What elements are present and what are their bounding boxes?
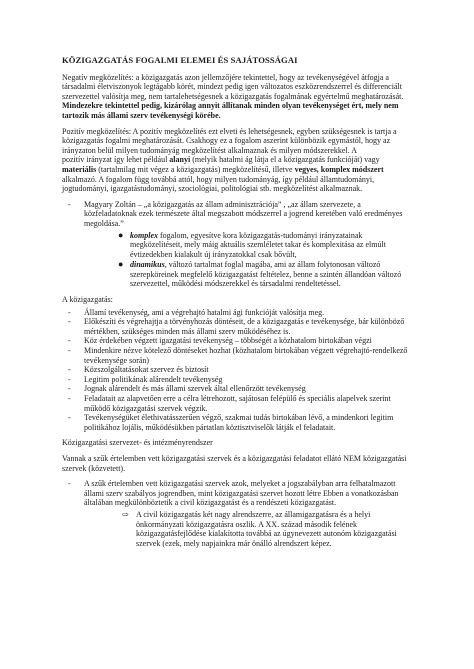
positive-approach-continued bbox=[62, 155, 412, 193]
szuk-item bbox=[62, 479, 412, 548]
positive-approach-paragraph bbox=[62, 127, 412, 156]
arrow-right-icon: ⇨ bbox=[122, 509, 129, 519]
list-item: - Mindenkire nézve kötelező döntéseket hozhat (közhatalom birtokában végzett végrehajtó-rendelkező tevékenysége során) bbox=[62, 346, 412, 365]
term-vegyes: vegyes, komplex módszert bbox=[294, 164, 384, 174]
negative-approach-bold: Mindezekre tekintettel pedig, kizárólag annyit állítanak minden olyan tevékenységet ért, mely nem tartozik más állami szerv tevékenységi körébe. bbox=[62, 101, 399, 120]
list-item: - Feladatait az alapvetően erre a célra létrehozott, sajátosan felépülő és speciális alapelvek szerint működő közigazgatási szervek végzik. bbox=[62, 394, 412, 413]
magyary-item bbox=[62, 200, 412, 289]
kozig-list bbox=[62, 308, 412, 433]
section-title: Közigazgatási szervezet- és intézményrendszer bbox=[62, 438, 213, 448]
szuk-text: A szűk értelemben vett közigazgatási szervek azok, melyeket a jogszabályban arra felhatalmazott állami szerv szabályos jogrendben, mint közigazgatási szervet hozott létre Ebben a vonatkozásban általában megkülönböztetik a civil közigazgatást és a rendészeti közigazgatást. bbox=[84, 479, 399, 508]
kozvetett-paragraph: Vannak a szűk értelemben vett közigazgatási szervek és a közigazgatási feladatot ellátó NEM közigazgatási szervek (közvetett). bbox=[62, 453, 407, 473]
positive-approach-text: Pozitív megközelítés: A pozitív megközelítés ezt elveti és lehetségesnek, egyben szükségesnek is tartja a közigazgatás fogalmi meghatározását. Csakhogy ez a fogalom aszerint különbözik egymástól, hogy az irányzaton belül milyen tudományág megközelítést alkalmaznak és milyen módszerekkel. A bbox=[62, 126, 397, 155]
negative-approach-paragraph bbox=[62, 73, 412, 121]
list-item: - Köz érdekében végzett igazgatási tevékenység – többségét a közhatalom birtokában végzi bbox=[62, 336, 412, 346]
civil-text: A civil közigazgatás két nagy alrendszerre, az államigazgatásra és a helyi önkormányzati közigazgatásra oszlik. A XX. század második felének közigazgatásfejlődése kialakította továbbá az úgynevezett autonóm közigazgatási szervek (ezek, mely napjainkra már önálló alrendszert képez. bbox=[136, 509, 397, 548]
text-run: pozitív irányzat így lehet például bbox=[62, 155, 168, 165]
negative-approach-text: Negatív megközelítés: a közigazgatás azon jellemzőjére tekintettel, hogy az tevékenységével átfogja a társadalmi életviszonyok legtágabb körét, mindezt pedig igen változatos eszközrendszerrel és differenciált szervezettel valósítja meg, nem tartalehetségesnek a közigazgatás fogalmának egyértelmű meghatározását. bbox=[62, 72, 404, 101]
kozig-label: A közigazgatás: bbox=[62, 295, 113, 305]
magyary-bullets bbox=[84, 231, 412, 290]
szuk-list bbox=[62, 479, 412, 548]
text-run: alkalmazó. A fogalom függ továbbá attól, hogy milyen tudományág, így például államtudományi, jogtudományi, igazgatástudományi, szociológiai, politológiai stb. megközelítést alkalmaznak. bbox=[62, 174, 375, 194]
bullet-icon: ● bbox=[118, 259, 124, 270]
bullet-text: fogalom, egyesítve kora közigazgatás-tudományi irányzatainak megközelítéseit, mely máig aktuális szemléletet takar és komplexitása az elmúlt évtizedekben kialakult új irányzatokkal csak bővült, bbox=[130, 230, 386, 259]
list-item: - Legitim politikának alárendelt tevékenység bbox=[62, 375, 412, 385]
list-item: - Tevékenységüket élethivatásszerűen végző, szakmai tudás birtokában lévő, a mindenkori legitim politikához lojális, működésükben pártatlan köztisztviselők látják el feladatait. bbox=[62, 413, 412, 432]
text-run: (melyik hatalmi ág látja el a közigazgatás funkcióját) vagy bbox=[192, 155, 380, 165]
text-run: (tartalmilag mit végez a közigazgatás) megközelítésű, illetve bbox=[98, 164, 293, 174]
bullet-dinamikus bbox=[84, 260, 412, 289]
list-item: - Előkészíti és végrehajtja a törvényhozás döntéseit, de a közigazgatás e tevékenysége, bár különböző mértékben, szükséges minden más állami szerv működéséhez is. bbox=[62, 317, 412, 336]
list-item: - Jognak alárendelt és más állami szervek által ellenőrzött tevékenység bbox=[62, 384, 412, 394]
bullet-icon: ● bbox=[118, 229, 124, 240]
civil-list bbox=[84, 510, 412, 548]
magyary-quote: Magyary Zoltán – „a közigazgatás az állam adminisztrációja” , „az állam szervezete, a közfeladatoknak ezek természete által megszabott módszerrel a jogrend keretében való eredményes megoldása.” bbox=[84, 199, 403, 228]
bullet-term: dinamikus bbox=[130, 260, 165, 270]
document-title: KÖZIGAZGATÁS FOGALMI ELEMEI ÉS SAJÁTOSSÁGAI bbox=[62, 55, 298, 65]
bullet-term: komplex bbox=[130, 230, 158, 240]
magyary-list bbox=[62, 200, 412, 289]
list-item: - Közszolgáltatásokat szervez és biztosít bbox=[62, 365, 412, 375]
term-materialis: materiális bbox=[62, 164, 97, 174]
bullet-text: , változó tartalmat foglal magába, ami az állam folytonosan változó szerepköreinek megfelelő közigazgatást feltételez, benne a szintén állandóan változó szervezettel, működési módszerekkel és társadalmi rendeltetéssel. bbox=[130, 260, 402, 289]
civil-item bbox=[84, 510, 412, 548]
bullet-komplex bbox=[84, 231, 412, 260]
term-alanyi: alanyi bbox=[169, 155, 191, 165]
list-item: - Államí tevékenység, ami a végrehajtó hatalmi ági funkcióját valósítja meg. bbox=[62, 308, 412, 318]
